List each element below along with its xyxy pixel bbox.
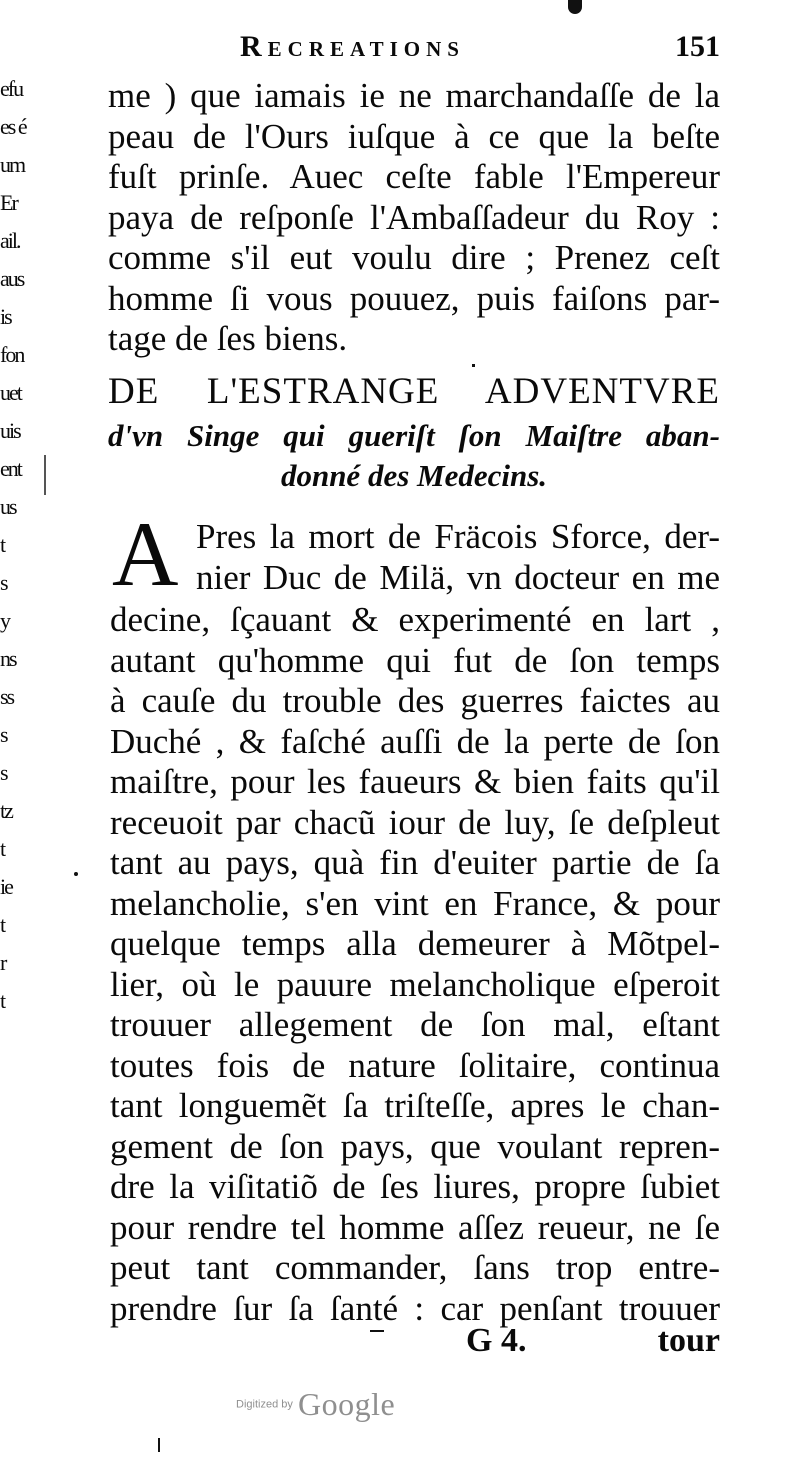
ink-blot bbox=[568, 0, 582, 14]
body-paragraph bbox=[110, 600, 720, 1329]
text-line: maiſtre, pour les faueurs & bien faits qu'il bbox=[110, 762, 720, 801]
text-line: à cauſe du trouble des guerres faictes au bbox=[110, 681, 720, 720]
bleed-fragment: s bbox=[0, 722, 7, 747]
bleed-fragment: tz bbox=[0, 798, 12, 823]
ink-speck bbox=[472, 364, 475, 367]
text-line: me ) que iamais ie ne marchandaſſe de la bbox=[108, 76, 720, 115]
bleed-fragment: fon bbox=[0, 342, 24, 367]
text-line: tage de ſes biens. bbox=[108, 319, 348, 358]
page-number: 151 bbox=[675, 30, 720, 63]
bleed-fragment: Er bbox=[0, 190, 17, 215]
text-line: gement de ſon pays, que voulant repren- bbox=[110, 1126, 720, 1166]
text-line: prendre ſur ſa ſanté : car penſant trouuer bbox=[110, 1288, 720, 1328]
signature-mark: G 4. bbox=[466, 1322, 527, 1359]
bleed-fragment: um bbox=[0, 152, 25, 177]
bleed-fragment: t bbox=[0, 532, 5, 557]
bleed-fragment: efu bbox=[0, 76, 23, 101]
text-line: lier, où le pauure melancholique eſperoit bbox=[110, 964, 720, 1004]
bleed-fragment: aus bbox=[0, 266, 24, 291]
bleed-fragment: ss bbox=[0, 684, 14, 709]
bleed-fragment: es é bbox=[0, 114, 26, 139]
bleed-fragment: uet bbox=[0, 380, 21, 405]
top-paragraph bbox=[108, 76, 720, 360]
text-line: tant longuemẽt ſa triſteſſe, apres le chan- bbox=[110, 1086, 720, 1125]
text-line: peut tant commander, ſans trop entre- bbox=[110, 1248, 720, 1287]
text-line: melancholie, s'en vint en France, & pour bbox=[110, 883, 720, 923]
bleed-fragment: ail. bbox=[0, 228, 20, 253]
bleed-fragment: ent bbox=[0, 456, 21, 481]
text-line: decine, ſçauant & experimenté en lart , bbox=[110, 600, 720, 639]
text-line: autant qu'homme qui fut de ſon temps bbox=[110, 640, 720, 680]
text-line: comme s'il eut voulu dire ; Prenez ceſt bbox=[108, 238, 720, 277]
text-line: tant au pays, quà fin d'euiter partie de ſa bbox=[110, 843, 720, 882]
text-line: nier Duc de Milä, vn docteur en me bbox=[196, 557, 720, 597]
drop-cap: A bbox=[112, 503, 179, 605]
text-line: toutes fois de nature ſolitaire, continua bbox=[110, 1045, 720, 1085]
section-heading: DE L'ESTRANGE ADVENTVRE bbox=[108, 372, 720, 412]
text-line: fuſt prinſe. Auec ceſte fable l'Empereur bbox=[108, 157, 720, 196]
ink-speck bbox=[74, 872, 78, 876]
bleed-fragment: ie bbox=[0, 874, 12, 899]
page-footer bbox=[108, 1322, 720, 1362]
catchword: tour bbox=[657, 1322, 720, 1359]
ink-speck bbox=[44, 455, 46, 495]
text-line: quelque temps alla demeurer à Mõtpel- bbox=[110, 924, 720, 963]
text-line: dre la viſitatiõ de ſes liures, propre ſubiet bbox=[110, 1167, 720, 1206]
bleed-fragment: y bbox=[0, 608, 9, 633]
bleed-fragment: r bbox=[0, 950, 6, 975]
bleed-fragment: t bbox=[0, 988, 5, 1013]
bleed-fragment: uis bbox=[0, 418, 20, 443]
running-head: Recreations bbox=[240, 30, 465, 63]
text-line: homme ſi vous pouuez, puis faiſons par- bbox=[108, 278, 720, 318]
bleed-fragment: us bbox=[0, 494, 16, 519]
section-subtitle-line-1: d'vn Singe qui gueriſt ſon Maiſtre aban- bbox=[108, 418, 720, 453]
text-line: peau de l'Ours iuſque à ce que la beſte bbox=[108, 116, 720, 156]
ink-speck bbox=[158, 1438, 160, 1452]
text-line: trouuer allegement de ſon mal, eſtant bbox=[110, 1005, 720, 1044]
watermark-brand: Google bbox=[297, 1386, 396, 1422]
digitization-watermark bbox=[236, 1386, 395, 1423]
text-line: Pres la mort de Fräcois Sforce, der- bbox=[196, 517, 720, 556]
bleed-fragment: is bbox=[0, 304, 11, 329]
bleed-fragment: s bbox=[0, 760, 7, 785]
watermark-prefix: Digitized by bbox=[236, 1398, 293, 1411]
bleed-fragment: ns bbox=[0, 646, 16, 671]
bleed-fragment: t bbox=[0, 912, 5, 937]
text-line: receuoit par chacũ iour de luy, ſe deſpleut bbox=[110, 802, 720, 842]
facing-page-bleed bbox=[0, 70, 34, 1020]
text-line: Duché , & faſché auſſi de la perte de ſon bbox=[110, 721, 720, 761]
page-header bbox=[240, 30, 720, 72]
text-line: pour rendre tel homme aſſez reueur, ne ſe bbox=[110, 1207, 720, 1247]
bleed-fragment: s bbox=[0, 570, 7, 595]
ink-speck bbox=[370, 1330, 384, 1332]
section-subtitle-line-2: donné des Medecins. bbox=[280, 458, 548, 493]
bleed-fragment: t bbox=[0, 836, 5, 861]
text-line: paya de reſponſe l'Ambaſſadeur du Roy : bbox=[108, 197, 720, 237]
drop-cap-lines bbox=[196, 517, 720, 598]
